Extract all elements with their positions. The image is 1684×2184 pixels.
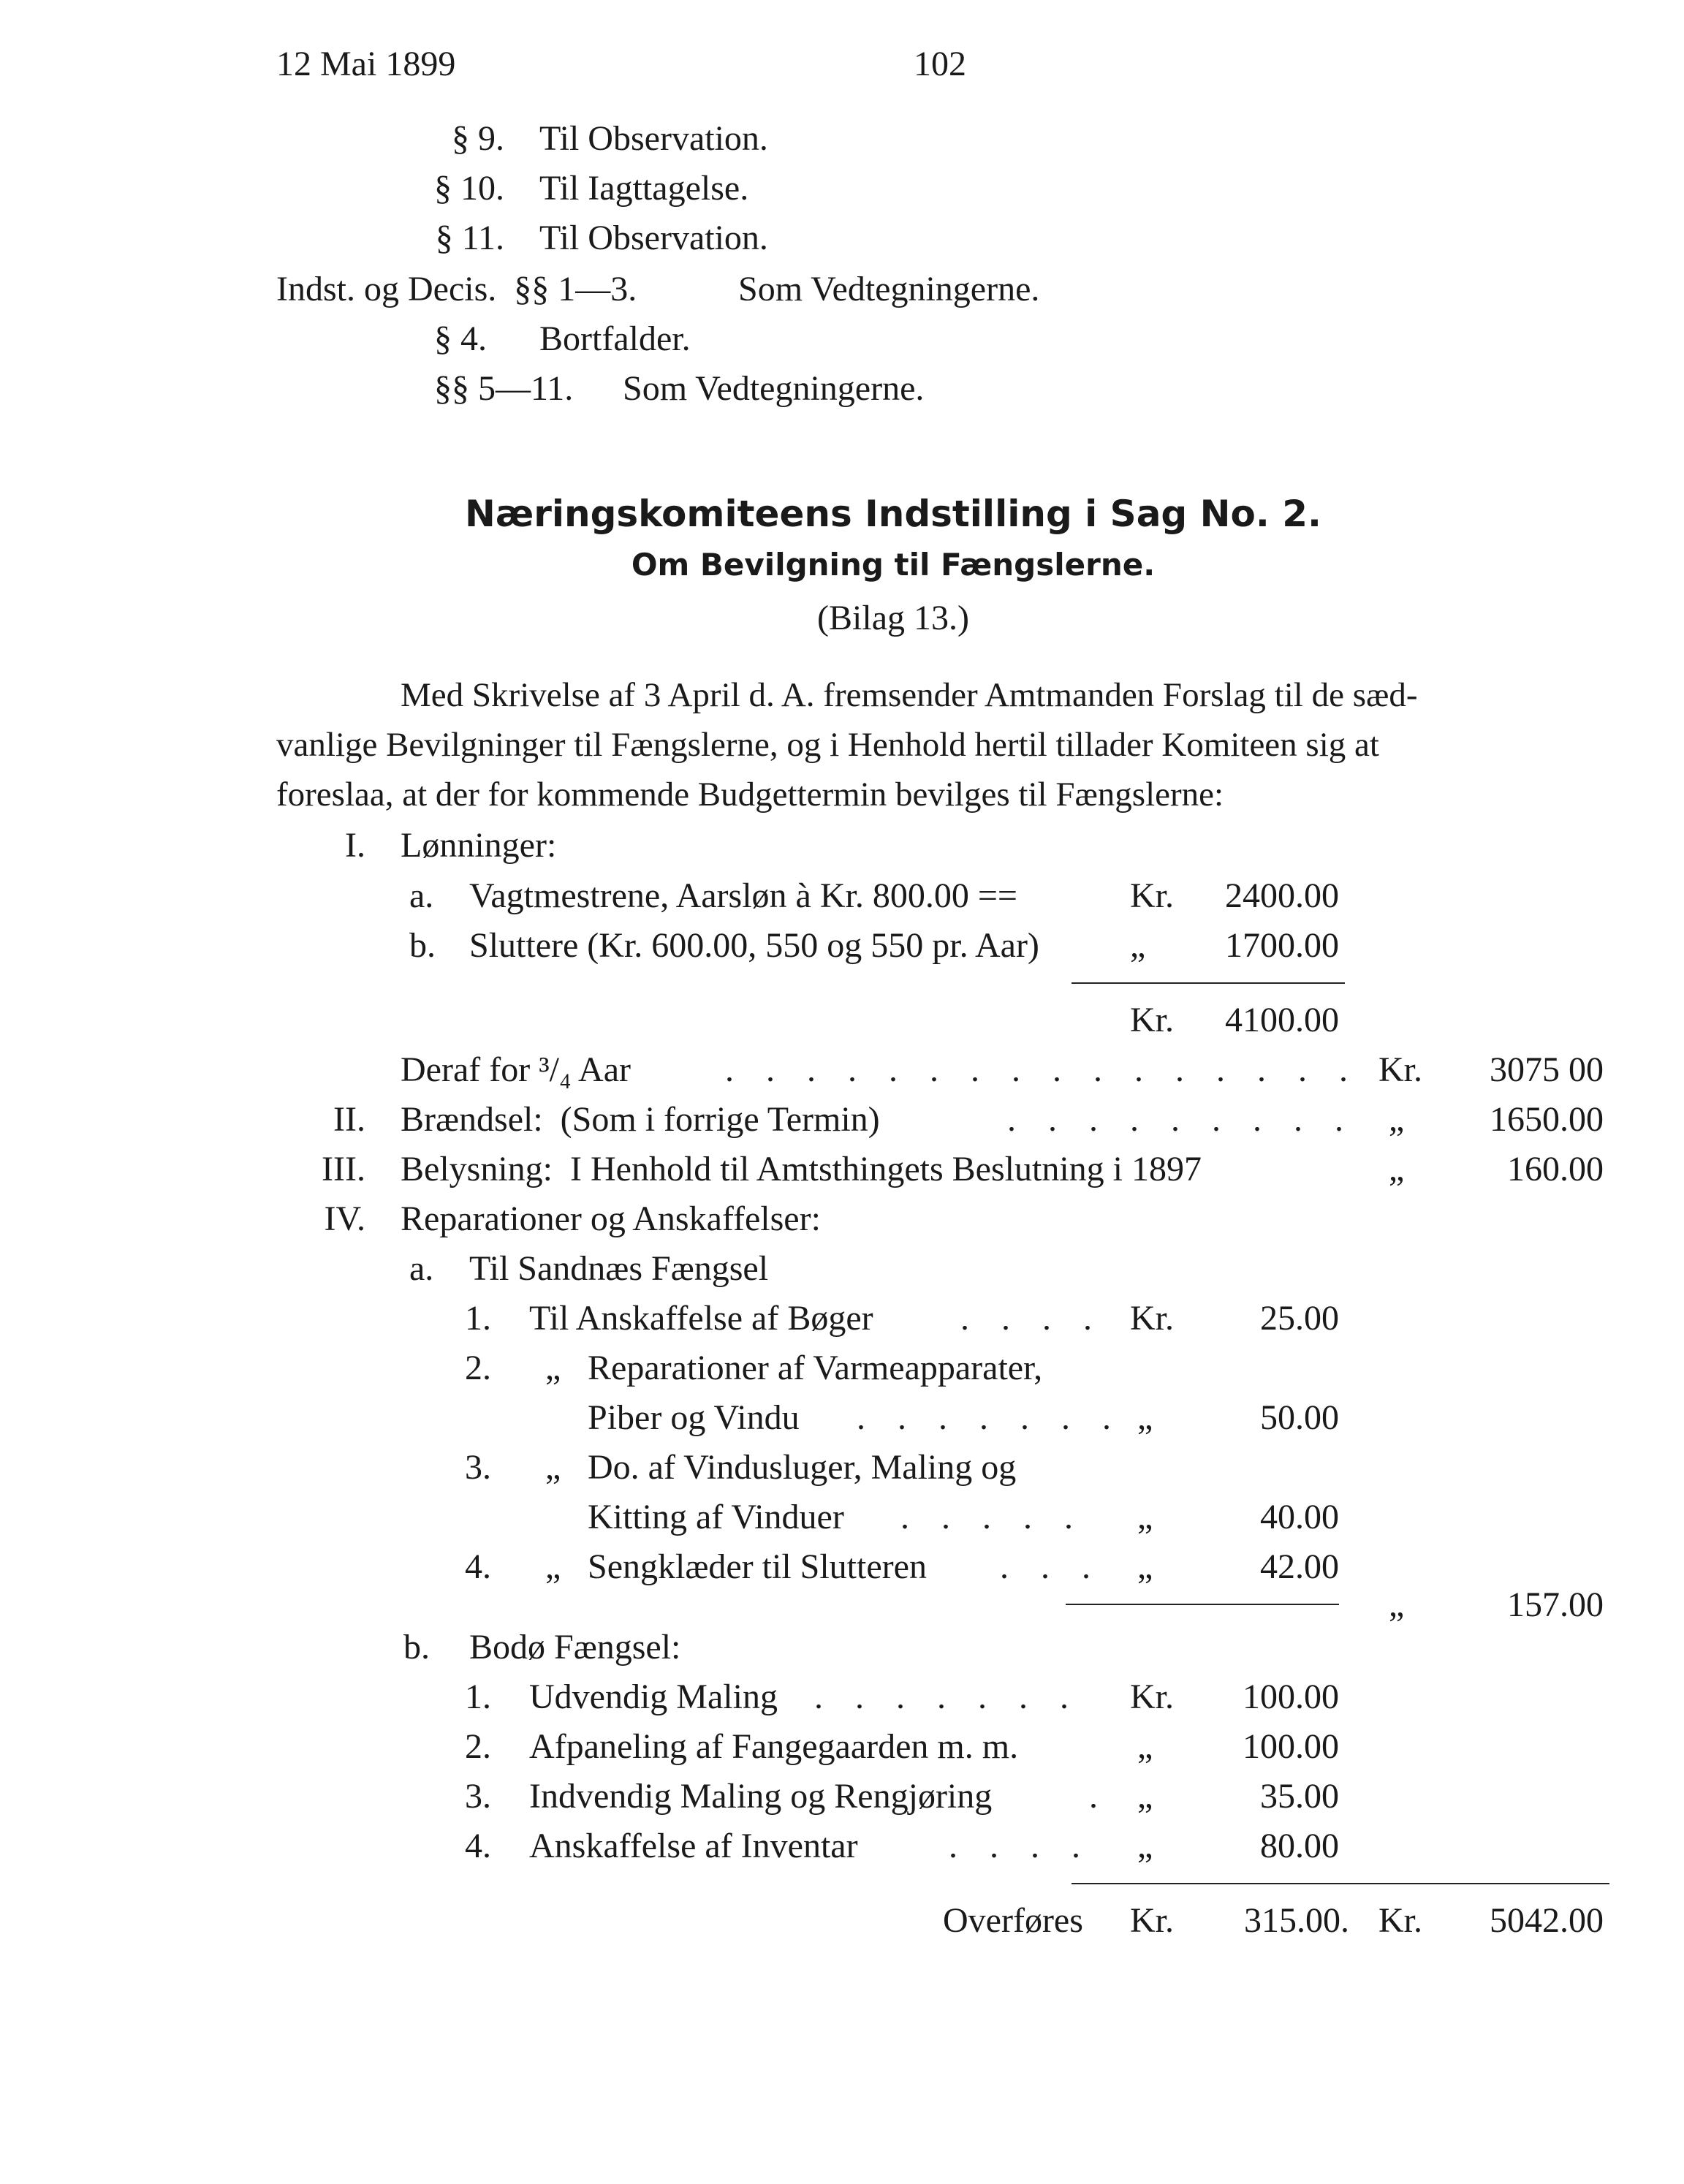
section-number: I. xyxy=(345,826,365,865)
item-amount: 35.00 xyxy=(1260,1777,1339,1816)
item-currency: „ xyxy=(1137,1398,1153,1437)
item-number: 2. xyxy=(465,1727,491,1766)
item-number: 4. xyxy=(465,1827,491,1865)
item-amount: 100.00 xyxy=(1243,1727,1339,1766)
item-text: Anskaffelse af Inventar xyxy=(529,1827,858,1865)
item-number: 1. xyxy=(465,1299,491,1338)
leader-dots: . . . . . xyxy=(900,1498,1085,1536)
subtotal-amount: 4100.00 xyxy=(1225,1001,1339,1039)
item-text: Do. af Vindusluger, Maling og xyxy=(588,1448,1017,1487)
subsection-total-currency: „ xyxy=(1389,1585,1405,1624)
bilag-reference: (Bilag 13.) xyxy=(817,599,969,637)
item-number: 3. xyxy=(465,1448,491,1487)
section-number: II. xyxy=(333,1100,365,1139)
item-letter: a. xyxy=(409,876,434,915)
decision-text: Som Vedtegningerne. xyxy=(623,369,925,408)
leader-dots: . . . . xyxy=(960,1299,1104,1338)
report-subtitle: Om Bevilgning til Fængslerne. xyxy=(631,547,1156,583)
share-label: Deraf for ³/₄ Aar xyxy=(401,1050,631,1089)
item-currency: „ xyxy=(1137,1498,1153,1536)
subsection-label: Bodø Fængsel: xyxy=(469,1628,681,1667)
item-currency: „ xyxy=(1137,1827,1153,1865)
item-currency: „ xyxy=(1130,926,1146,965)
item-letter: b. xyxy=(403,1628,430,1667)
item-amount: 80.00 xyxy=(1260,1827,1339,1865)
section-amount: 160.00 xyxy=(1507,1150,1604,1188)
item-text: Afpaneling af Fangegaarden m. m. xyxy=(529,1727,1019,1766)
section-label: Lønninger: xyxy=(401,826,557,865)
body-line: foreslaa, at der for kommende Budgettermin bevilges til Fængslerne: xyxy=(276,776,1224,814)
item-currency: Kr. xyxy=(1130,1299,1174,1338)
body-line: Med Skrivelse af 3 April d. A. fremsender Amtmanden Forslag til de sæd- xyxy=(401,676,1418,714)
item-currency: Kr. xyxy=(1130,876,1174,915)
report-title: Næringskomiteens Indstilling i Sag No. 2. xyxy=(464,493,1322,535)
item-text: Reparationer af Varmeapparater, xyxy=(588,1349,1043,1387)
ditto-mark: „ xyxy=(545,1349,561,1387)
item-text: Udvendig Maling xyxy=(529,1677,778,1716)
section-number: III. xyxy=(322,1150,365,1188)
leader-dots: . . . . . . . xyxy=(814,1677,1080,1716)
page-number: 102 xyxy=(914,45,966,83)
carry-label: Overføres xyxy=(943,1901,1083,1940)
section-currency: „ xyxy=(1389,1150,1405,1188)
page-date: 12 Mai 1899 xyxy=(276,45,456,83)
carry-currency: Kr. xyxy=(1378,1901,1422,1940)
item-amount: 40.00 xyxy=(1260,1498,1339,1536)
decision-para: § 9. xyxy=(452,119,504,158)
leader-dots: . . . . . . . . . xyxy=(1007,1100,1355,1139)
subtotal-currency: Kr. xyxy=(1130,1001,1174,1039)
section-text: Belysning: I Henhold til Amtsthingets Beslutning i 1897 xyxy=(401,1150,1202,1188)
item-currency: „ xyxy=(1137,1547,1153,1586)
item-text: Indvendig Maling og Rengjøring xyxy=(529,1777,993,1816)
leader-dots: . . . . . . . . . . . . . . . . xyxy=(725,1050,1359,1089)
item-amount: 50.00 xyxy=(1260,1398,1339,1437)
leader-dots: . xyxy=(1089,1777,1110,1816)
item-text: Sengklæder til Slutteren xyxy=(588,1547,927,1586)
decision-text: Til Observation. xyxy=(539,119,768,158)
item-number: 1. xyxy=(465,1677,491,1716)
ditto-mark: „ xyxy=(545,1547,561,1586)
leader-dots: . . . . . . . xyxy=(857,1398,1123,1437)
decision-text: Til Iagttagelse. xyxy=(539,169,749,208)
section-amount: 1650.00 xyxy=(1490,1100,1604,1139)
carry-total: 5042.00 xyxy=(1490,1901,1604,1940)
decision-para: § 10. xyxy=(434,169,504,208)
decision-text: Bortfalder. xyxy=(539,319,691,358)
body-line: vanlige Bevilgninger til Fængslerne, og i Henhold hertil tillader Komiteen sig at xyxy=(276,726,1379,764)
leader-dots: . . . xyxy=(1000,1547,1102,1586)
subtotal-rule xyxy=(1072,982,1345,984)
leader-dots: . . . . xyxy=(949,1827,1092,1865)
item-number: 4. xyxy=(465,1547,491,1586)
section-text: Brændsel: (Som i forrige Termin) xyxy=(401,1100,880,1139)
item-text: Til Anskaffelse af Bøger xyxy=(529,1299,873,1338)
subsection-total: 157.00 xyxy=(1507,1585,1604,1624)
section-label: Reparationer og Anskaffelser: xyxy=(401,1199,821,1238)
item-letter: b. xyxy=(409,926,436,965)
item-text-continued: Kitting af Vinduer xyxy=(588,1498,844,1536)
item-text: Vagtmestrene, Aarsløn à Kr. 800.00 == xyxy=(469,876,1017,915)
item-amount: 100.00 xyxy=(1243,1677,1339,1716)
ditto-mark: „ xyxy=(545,1448,561,1487)
decision-text: Til Observation. xyxy=(539,219,768,257)
item-number: 3. xyxy=(465,1777,491,1816)
share-currency: Kr. xyxy=(1378,1050,1422,1089)
section-number: IV. xyxy=(324,1199,365,1238)
decision-para: Indst. og Decis. §§ 1—3. xyxy=(276,270,637,308)
item-amount: 1700.00 xyxy=(1225,926,1339,965)
carry-currency: Kr. xyxy=(1130,1901,1174,1940)
item-currency: „ xyxy=(1137,1777,1153,1816)
item-currency: „ xyxy=(1137,1727,1153,1766)
item-amount: 42.00 xyxy=(1260,1547,1339,1586)
carry-amount: 315.00. xyxy=(1244,1901,1349,1940)
share-amount: 3075 00 xyxy=(1490,1050,1604,1089)
decision-para: §§ 5—11. xyxy=(434,369,574,408)
total-rule xyxy=(1072,1883,1609,1884)
item-letter: a. xyxy=(409,1249,434,1288)
item-text-continued: Piber og Vindu xyxy=(588,1398,800,1437)
item-number: 2. xyxy=(465,1349,491,1387)
decision-para: § 11. xyxy=(435,219,504,257)
decision-text: Som Vedtegningerne. xyxy=(738,270,1040,308)
decision-para: § 4. xyxy=(434,319,487,358)
item-currency: Kr. xyxy=(1130,1677,1174,1716)
item-amount: 25.00 xyxy=(1260,1299,1339,1338)
item-amount: 2400.00 xyxy=(1225,876,1339,915)
section-currency: „ xyxy=(1389,1100,1405,1139)
subtotal-rule xyxy=(1066,1604,1339,1605)
subsection-label: Til Sandnæs Fængsel xyxy=(469,1249,769,1288)
item-text: Sluttere (Kr. 600.00, 550 og 550 pr. Aar) xyxy=(469,926,1039,965)
